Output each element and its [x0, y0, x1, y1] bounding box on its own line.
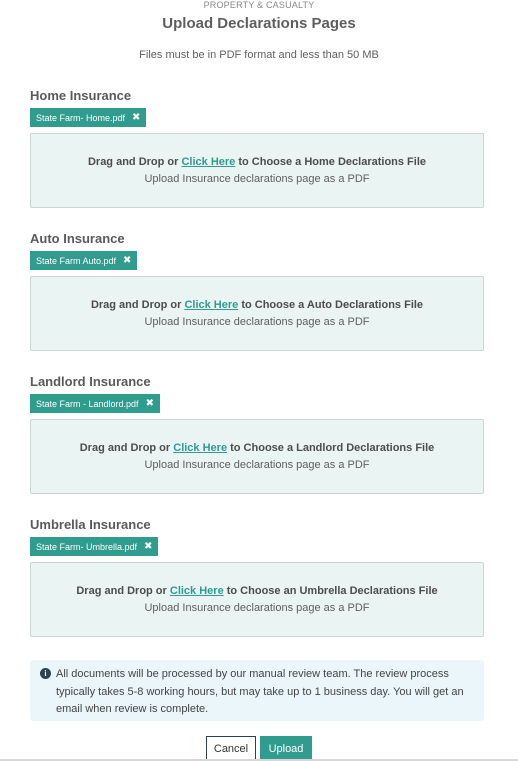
- uploaded-file-chip: [30, 251, 137, 270]
- dropzone-suffix: to Choose an Umbrella Declarations File: [223, 585, 438, 597]
- dropzone-instruction: [91, 299, 423, 311]
- click-here-link[interactable]: Click Here: [184, 299, 239, 311]
- dropzone-instruction: [88, 156, 426, 168]
- file-name: State Farm - Landlord.pdf: [36, 398, 139, 409]
- file-dropzone[interactable]: [30, 419, 484, 494]
- file-dropzone[interactable]: [30, 562, 484, 637]
- section-heading: Umbrella Insurance: [30, 517, 151, 532]
- uploaded-file-chip: [30, 537, 158, 556]
- page-eyebrow: PROPERTY & CASUALTY: [203, 0, 315, 10]
- uploaded-file-chip: [30, 108, 146, 127]
- section-heading: Home Insurance: [30, 88, 132, 103]
- click-here-link[interactable]: Click Here: [169, 585, 224, 597]
- notice-text: All documents will be processed by our manual review team. The review process typically takes 5-8 working hours, but may take up to 1 business day. You will get an email when review is complete.: [56, 668, 464, 715]
- file-name: State Farm- Umbrella.pdf: [36, 541, 138, 552]
- dropzone-hint: Upload Insurance declarations page as a PDF: [144, 602, 370, 614]
- dropzone-hint: Upload Insurance declarations page as a PDF: [144, 316, 370, 328]
- dropzone-prefix: Drag and Drop or: [79, 442, 174, 454]
- dropzone-instruction: [76, 585, 437, 597]
- section-heading: Auto Insurance: [30, 231, 125, 246]
- file-dropzone[interactable]: [30, 276, 484, 351]
- click-here-link[interactable]: Click Here: [173, 442, 228, 454]
- click-here-link[interactable]: Click Here: [181, 156, 236, 168]
- dropzone-suffix: to Choose a Auto Declarations File: [238, 299, 424, 311]
- info-icon: i: [40, 668, 51, 679]
- section-home-insurance: [30, 87, 484, 208]
- cancel-button[interactable]: Cancel: [206, 736, 256, 761]
- section-landlord-insurance: [30, 373, 484, 494]
- uploaded-file-chip: [30, 394, 160, 413]
- dropzone-prefix: Drag and Drop or: [87, 156, 182, 168]
- dropzone-hint: Upload Insurance declarations page as a PDF: [144, 173, 370, 185]
- remove-file-icon[interactable]: ✖: [132, 111, 141, 123]
- page-title: Upload Declarations Pages: [162, 15, 356, 32]
- dropzone-suffix: to Choose a Landlord Declarations File: [227, 442, 435, 454]
- dropzone-prefix: Drag and Drop or: [76, 585, 170, 597]
- section-heading: Landlord Insurance: [30, 374, 151, 389]
- file-name: State Farm Auto.pdf: [36, 255, 117, 266]
- section-umbrella-insurance: [30, 516, 484, 637]
- dropzone-suffix: to Choose a Home Declarations File: [235, 156, 427, 168]
- dropzone-instruction: [80, 442, 435, 454]
- remove-file-icon[interactable]: ✖: [144, 540, 153, 552]
- review-notice: [30, 660, 484, 721]
- form-actions: [0, 736, 518, 761]
- remove-file-icon[interactable]: ✖: [123, 254, 132, 266]
- file-name: State Farm- Home.pdf: [36, 112, 126, 123]
- dropzone-prefix: Drag and Drop or: [90, 299, 185, 311]
- section-auto-insurance: [30, 230, 484, 351]
- page-subtitle: Files must be in PDF format and less than 50 MB: [139, 49, 379, 61]
- remove-file-icon[interactable]: ✖: [145, 397, 154, 409]
- file-dropzone[interactable]: [30, 133, 484, 208]
- dropzone-hint: Upload Insurance declarations page as a PDF: [144, 459, 370, 471]
- upload-button[interactable]: Upload: [260, 736, 312, 761]
